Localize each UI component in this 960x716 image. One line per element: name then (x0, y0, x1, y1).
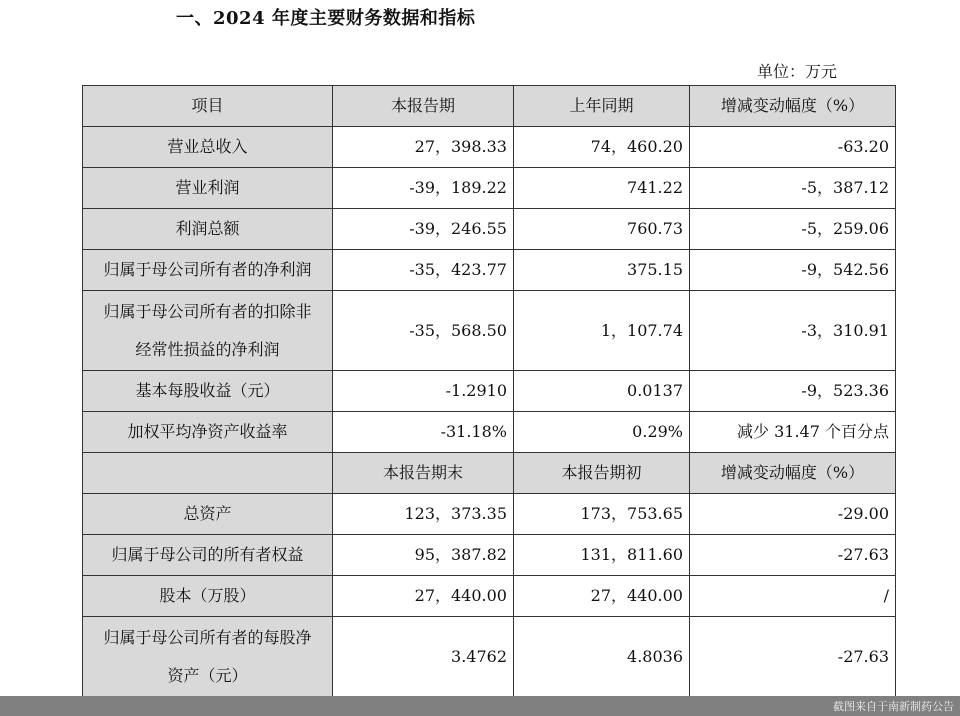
row-label: 总资产 (83, 494, 333, 535)
cell-period-start: 173，753.65 (514, 494, 690, 535)
header-cell: 增减变动幅度（%） (690, 453, 896, 494)
unit-label: 单位：万元 (757, 62, 838, 81)
header-cell: 增减变动幅度（%） (690, 86, 896, 127)
header-cell: 本报告期初 (514, 453, 690, 494)
cell-change: -63.20 (690, 127, 896, 168)
footer-caption: 截图来自于南新制药公告 (833, 700, 954, 713)
table-row (83, 291, 896, 371)
cell-prior: 74，460.20 (514, 127, 690, 168)
cell-prior: 741.22 (514, 168, 690, 209)
cell-current: -31.18% (333, 412, 514, 453)
header-cell: 上年同期 (514, 86, 690, 127)
header-cell: 项目 (83, 86, 333, 127)
row-label: 加权平均净资产收益率 (83, 412, 333, 453)
table-row (83, 168, 896, 209)
row-label-line: 经常性损益的净利润 (135, 339, 280, 359)
table-row (83, 576, 896, 617)
cell-prior: 1，107.74 (514, 291, 690, 371)
row-label: 营业总收入 (83, 127, 333, 168)
row-label (83, 291, 333, 371)
cell-period-start: 4.8036 (514, 617, 690, 697)
table-row (83, 371, 896, 412)
cell-period-end: 27，440.00 (333, 576, 514, 617)
cell-current: -39，189.22 (333, 168, 514, 209)
row-label: 营业利润 (83, 168, 333, 209)
cell-period-end: 95，387.82 (333, 535, 514, 576)
row-label (83, 617, 333, 697)
cell-change: -9，523.36 (690, 371, 896, 412)
cell-change: -5，259.06 (690, 209, 896, 250)
cell-period-start: 131，811.60 (514, 535, 690, 576)
footer-bar (0, 696, 960, 716)
table-row (83, 412, 896, 453)
row-label: 归属于母公司的所有者权益 (83, 535, 333, 576)
row-label: 基本每股收益（元） (83, 371, 333, 412)
cell-prior: 0.29% (514, 412, 690, 453)
cell-change: -27.63 (690, 617, 896, 697)
table-row (83, 209, 896, 250)
table-row (83, 494, 896, 535)
cell-period-end: 3.4762 (333, 617, 514, 697)
cell-change: -5，387.12 (690, 168, 896, 209)
cell-change: -9，542.56 (690, 250, 896, 291)
cell-current: -35，568.50 (333, 291, 514, 371)
cell-change: -27.63 (690, 535, 896, 576)
section-heading: 一、2024 年度主要财务数据和指标 (176, 8, 476, 29)
table-row (83, 617, 896, 697)
header-cell (83, 453, 333, 494)
cell-change: -3，310.91 (690, 291, 896, 371)
cell-period-end: 123，373.35 (333, 494, 514, 535)
financial-data-table (82, 85, 896, 697)
cell-current: 27，398.33 (333, 127, 514, 168)
cell-period-start: 27，440.00 (514, 576, 690, 617)
header-cell: 本报告期 (333, 86, 514, 127)
table-row (83, 250, 896, 291)
cell-change: -29.00 (690, 494, 896, 535)
row-label-line: 归属于母公司所有者的每股净 (103, 627, 312, 647)
table-subheader-row (83, 453, 896, 494)
cell-prior: 760.73 (514, 209, 690, 250)
row-label-line: 资产（元） (167, 665, 248, 685)
cell-current: -1.2910 (333, 371, 514, 412)
row-label: 归属于母公司所有者的净利润 (83, 250, 333, 291)
cell-current: -35，423.77 (333, 250, 514, 291)
header-cell: 本报告期末 (333, 453, 514, 494)
row-label: 股本（万股） (83, 576, 333, 617)
cell-prior: 0.0137 (514, 371, 690, 412)
cell-change: / (690, 576, 896, 617)
table-row (83, 535, 896, 576)
table-row (83, 127, 896, 168)
table-header-row (83, 86, 896, 127)
row-label: 利润总额 (83, 209, 333, 250)
cell-change: 减少 31.47 个百分点 (690, 412, 896, 453)
row-label-line: 归属于母公司所有者的扣除非 (103, 301, 312, 321)
cell-current: -39，246.55 (333, 209, 514, 250)
cell-prior: 375.15 (514, 250, 690, 291)
